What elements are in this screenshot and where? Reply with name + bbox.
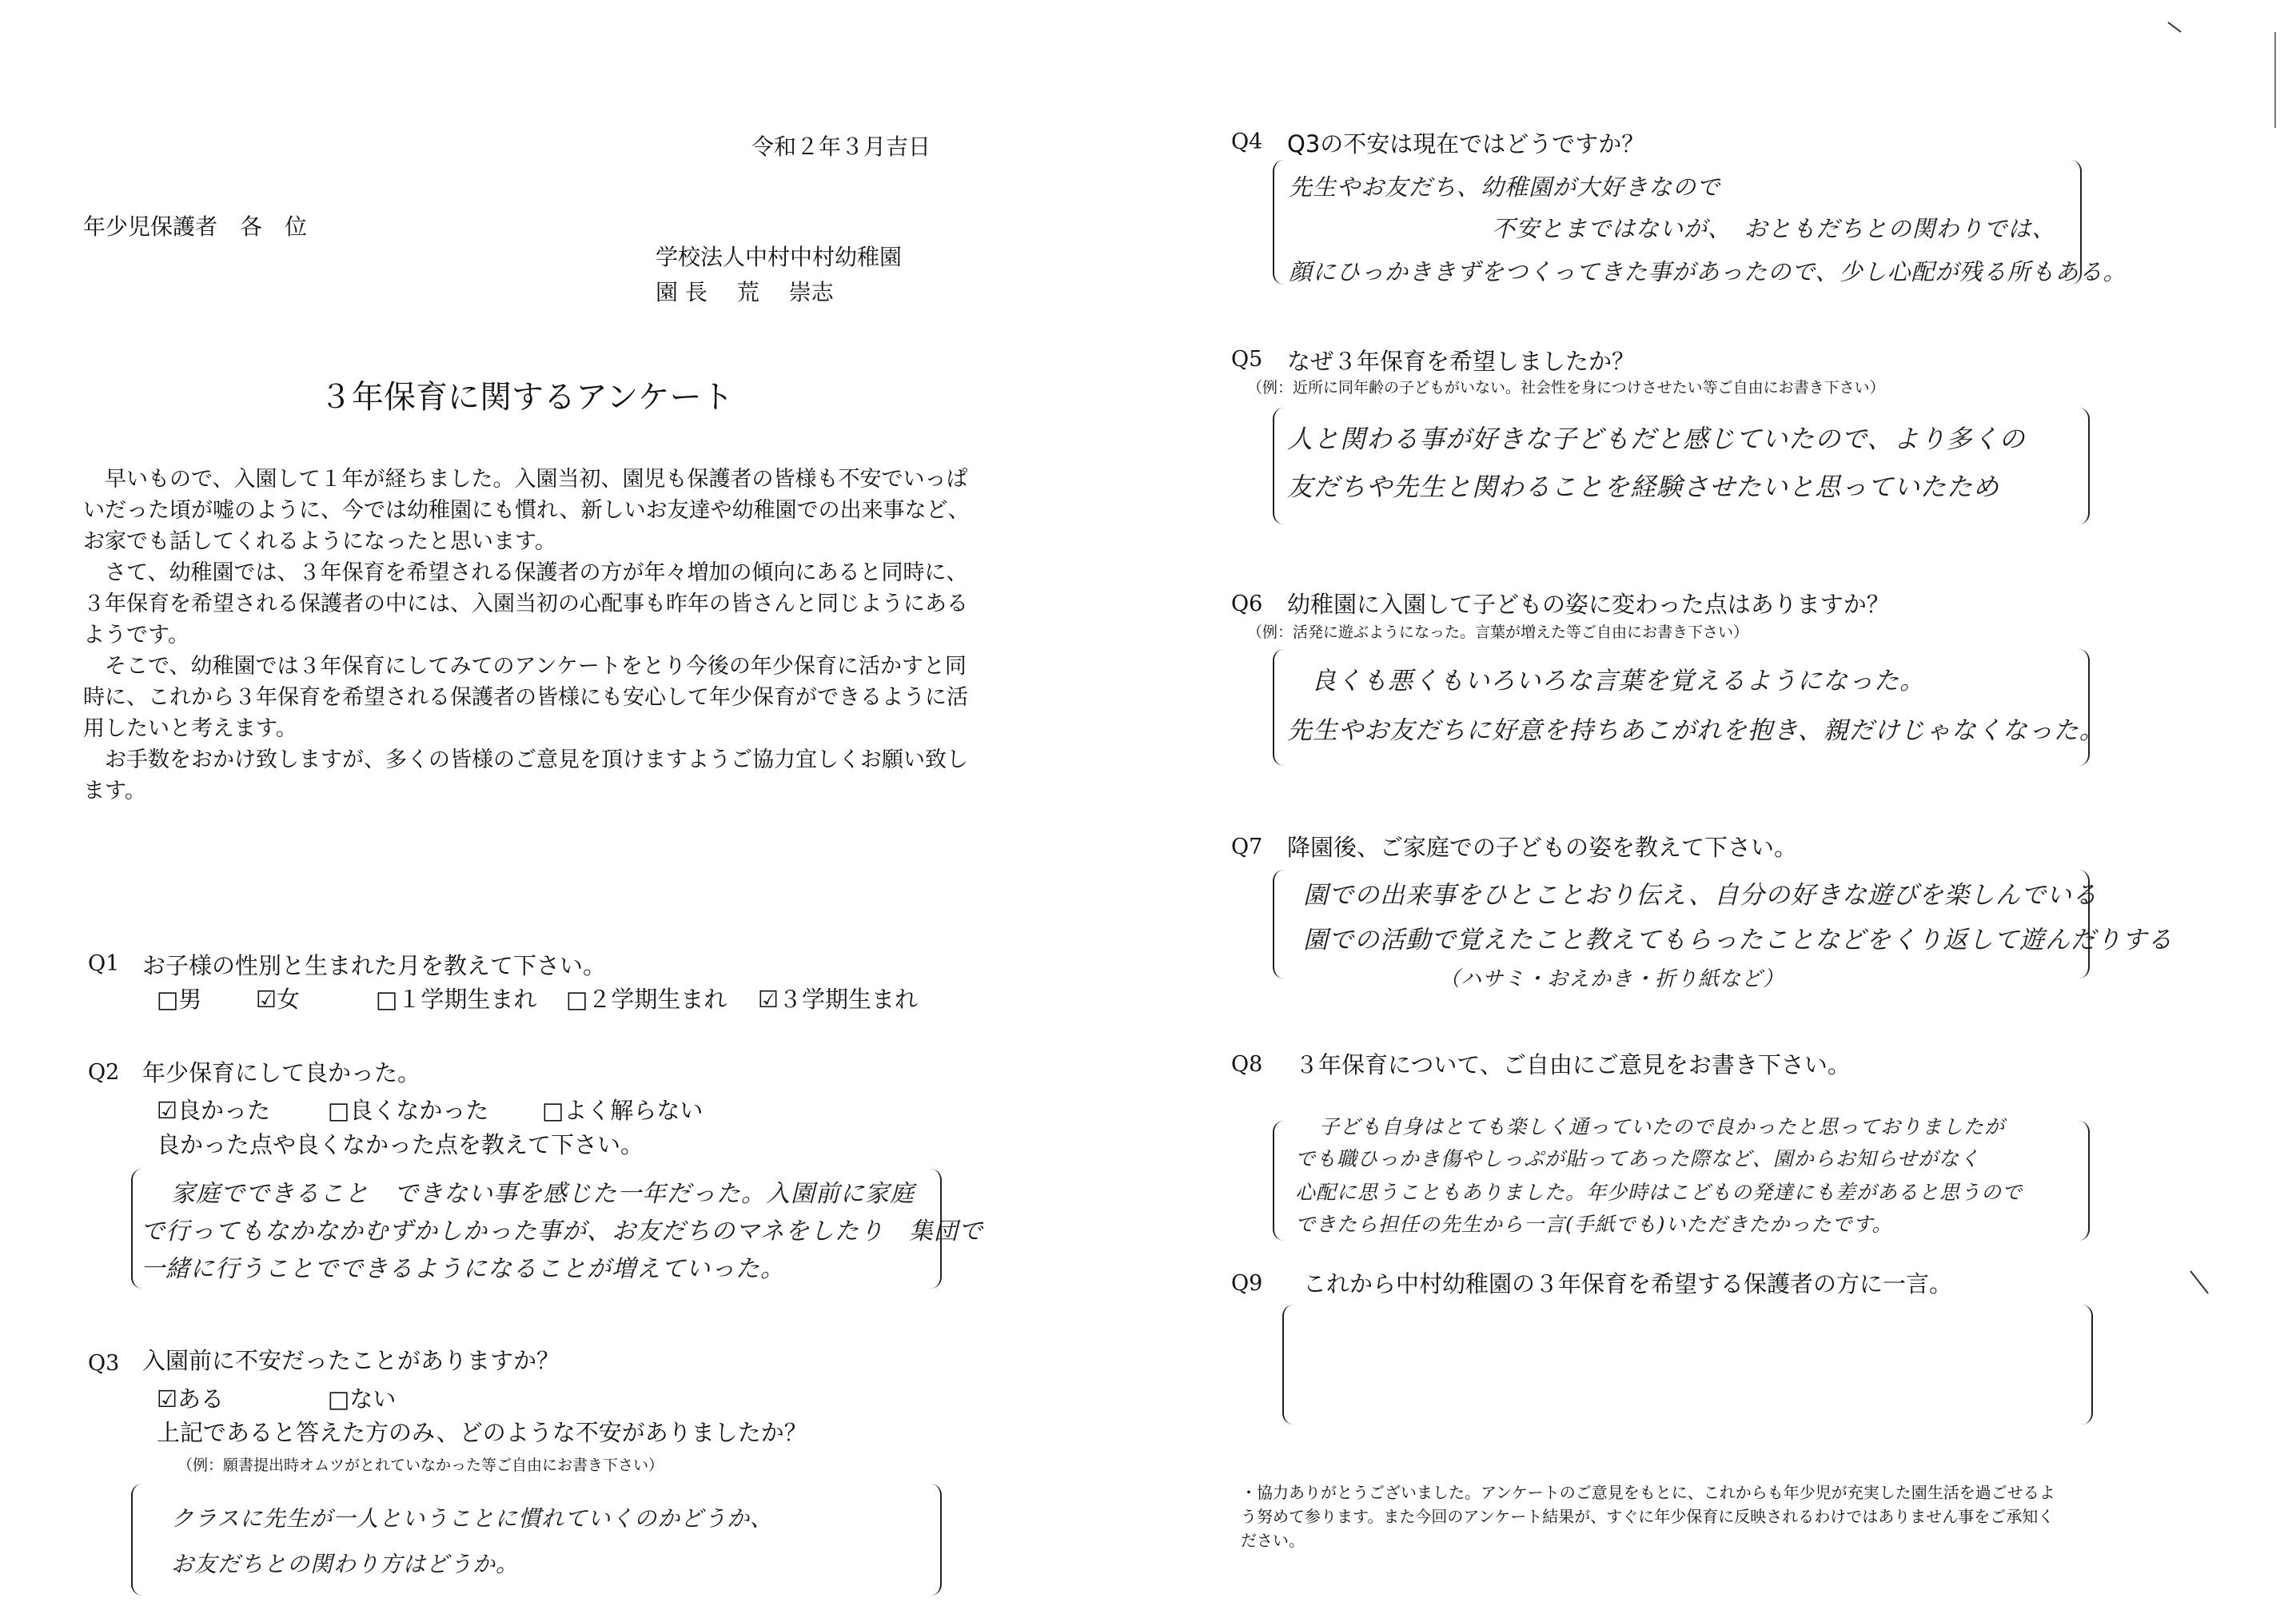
q5-question: なぜ３年保育を希望しましたか？ <box>1287 348 1636 375</box>
q1-option-girl[interactable]: ☑女 <box>256 986 300 1013</box>
q6-question: 幼稚園に入園して子どもの姿に変わった点はありますか？ <box>1287 591 1890 618</box>
date: 令和２年３月吉日 <box>751 134 931 160</box>
q2-question: 年少保育にして良かった。 <box>142 1059 421 1086</box>
q2-option-not-good[interactable]: □良くなかった <box>328 1097 489 1124</box>
intro-paragraph: そこで、幼稚園では３年保育にしてみてのアンケートをとり今後の年少保育に活かすと同時に、これから３年保育を希望される保護者の皆様にも安心して年少保育ができるように活用したいと考えます。 <box>83 654 968 741</box>
q1-question: お子様の性別と生まれた月を教えて下さい。 <box>142 952 607 979</box>
q3-option-yes[interactable]: ☑ある <box>157 1385 224 1413</box>
q6-answer-line: 先生やお友だちに好意を持ちあこがれを抱き、親だけじゃなくなった。 <box>1287 716 2105 745</box>
q1-option-boy[interactable]: □男 <box>157 986 202 1013</box>
q7-question: 降園後、ご家庭での子どもの姿を教えて下さい。 <box>1287 834 1798 861</box>
q2-answer-line: 一緒に行うことでできるようになることが増えていった。 <box>141 1255 785 1283</box>
q1-option-term2[interactable]: □２学期生まれ <box>566 986 727 1013</box>
q8-number: Q8 <box>1231 1052 1263 1077</box>
q3-option-no[interactable]: □ない <box>328 1385 397 1413</box>
school-name: 学校法人中村中村幼稚園 <box>656 244 903 270</box>
q2-answer-line: 家庭でできること できない事を感じた一年だった。入園前に家庭 <box>171 1180 915 1208</box>
intro-paragraph: お手数をおかけ致しますが、多くの皆様のご意見を頂けますようご協力宜しくお願い致します。 <box>83 747 968 803</box>
q3-example: （例：願書提出時オムツがとれていなかった等ご自由にお書き下さい） <box>177 1457 664 1474</box>
q3-subquestion: 上記であると答えた方のみ、どのような不安がありましたか？ <box>157 1419 807 1446</box>
q2-option-unsure[interactable]: □よく解らない <box>542 1097 704 1124</box>
q4-question: Q3の不安は現在ではどうですか？ <box>1287 130 1645 157</box>
q7-answer-line: 園での出来事をひとことおり伝え、自分の好きな遊びを楽しんでいる <box>1303 881 2098 910</box>
q7-answer-line: 園での活動で覚えたこと教えてもらったことなどをくり返して遊んだりする <box>1303 926 2173 954</box>
q4-answer-line: 先生やお友だち、幼稚園が大好きなので <box>1289 173 1721 201</box>
q3-answer-line: クラスに先生が一人ということに慣れていくのかどうか、 <box>171 1505 774 1532</box>
scan-mark <box>2190 1271 2208 1293</box>
q3-answer-line: お友だちとの関わり方はどうか。 <box>171 1551 520 1577</box>
q2-subquestion: 良かった点や良くなかった点を教えて下さい。 <box>157 1131 644 1158</box>
q1-option-term1[interactable]: □１学期生まれ <box>376 986 537 1013</box>
q2-answer-line: で行ってもなかなかむずかしかった事が、お友だちのマネをしたり 集団で <box>141 1217 983 1245</box>
q8-answer-line: できたら担任の先生から一言(手紙でも)いただきたかったです。 <box>1295 1213 1893 1236</box>
q1-option-term3[interactable]: ☑３学期生まれ <box>758 986 918 1013</box>
q3-question: 入園前に不安だったことがありますか？ <box>142 1347 560 1374</box>
q9-number: Q9 <box>1231 1271 1263 1296</box>
q8-answer-line: 子ども自身はとても楽しく通っていたので良かったと思っておりましたが <box>1319 1115 2006 1138</box>
q6-example: （例：活発に遊ぶようになった。言葉が増えた等ご自由にお書き下さい） <box>1247 624 1749 641</box>
footer-note: ・協力ありがとうございました。アンケートのご意見をもとに、これからも年少児が充実した園生活を過ごせるよう努めて参ります。また今回のアンケート結果が、すぐに年少保育に反映されるわけではありません事をご承知ください。 <box>1241 1483 2055 1550</box>
q8-answer-line: 心配に思うこともありました。年少時はこどもの発達にも差があると思うので <box>1295 1181 2023 1204</box>
q6-answer-line: 良くも悪くもいろいろな言葉を覚えるようになった。 <box>1311 667 1925 695</box>
q3-number: Q3 <box>88 1351 120 1376</box>
q9-question: これから中村幼稚園の３年保育を希望する保護者の方に一言。 <box>1303 1270 1953 1297</box>
q4-answer-line: 不安とまではないが、 おともだちとの関わりでは、 <box>1492 215 2056 242</box>
q5-answer-line: 人と関わる事が好きな子どもだと感じていたので、より多くの <box>1287 424 2026 454</box>
intro-paragraph: 早いもので、入園して１年が経ちました。入園当初、園児も保護者の皆様も不安でいっぱいだった頃が嘘のように、今では幼稚園にも慣れ、新しいお友達や幼稚園での出来事など、お家でも話してくれるようになったと思います。 <box>83 467 970 554</box>
principal-name: 園 長 荒 崇志 <box>656 279 834 305</box>
q5-answer-line: 友だちや先生と関わることを経験させたいと思っていたため <box>1287 472 2000 502</box>
q8-answer-line: でも職ひっかき傷やしっぷが貼ってあった際など、園からお知らせがなく <box>1295 1147 1981 1170</box>
q6-number: Q6 <box>1231 592 1263 616</box>
recipient: 年少児保護者 各 位 <box>83 213 308 240</box>
scan-mark <box>2168 22 2181 32</box>
q4-number: Q4 <box>1231 130 1263 154</box>
q5-example: （例：近所に同年齢の子どもがいない。社会性を身につけさせたい等ご自由にお書き下さい） <box>1247 379 1885 397</box>
q8-question: ３年保育について、ご自由にご意見をお書き下さい。 <box>1295 1051 1851 1078</box>
q1-number: Q1 <box>88 951 120 976</box>
q4-answer-line: 顔にひっかききずをつくってきた事があったので、少し心配が残る所もある。 <box>1289 258 2127 285</box>
q2-number: Q2 <box>88 1060 120 1085</box>
q5-number: Q5 <box>1231 347 1263 372</box>
intro-paragraph: さて、幼稚園では、３年保育を希望される保護者の方が年々増加の傾向にあると同時に、３年保育を希望される保護者の中には、入園当初の心配事も昨年の皆さんと同じようにあるようです。 <box>83 560 968 648</box>
document-title: ３年保育に関するアンケート <box>320 379 734 416</box>
q7-number: Q7 <box>1231 835 1263 859</box>
q2-option-good[interactable]: ☑良かった <box>157 1097 270 1124</box>
q7-answer-line: （ハサミ・おえかき・折り紙など） <box>1439 967 1785 991</box>
